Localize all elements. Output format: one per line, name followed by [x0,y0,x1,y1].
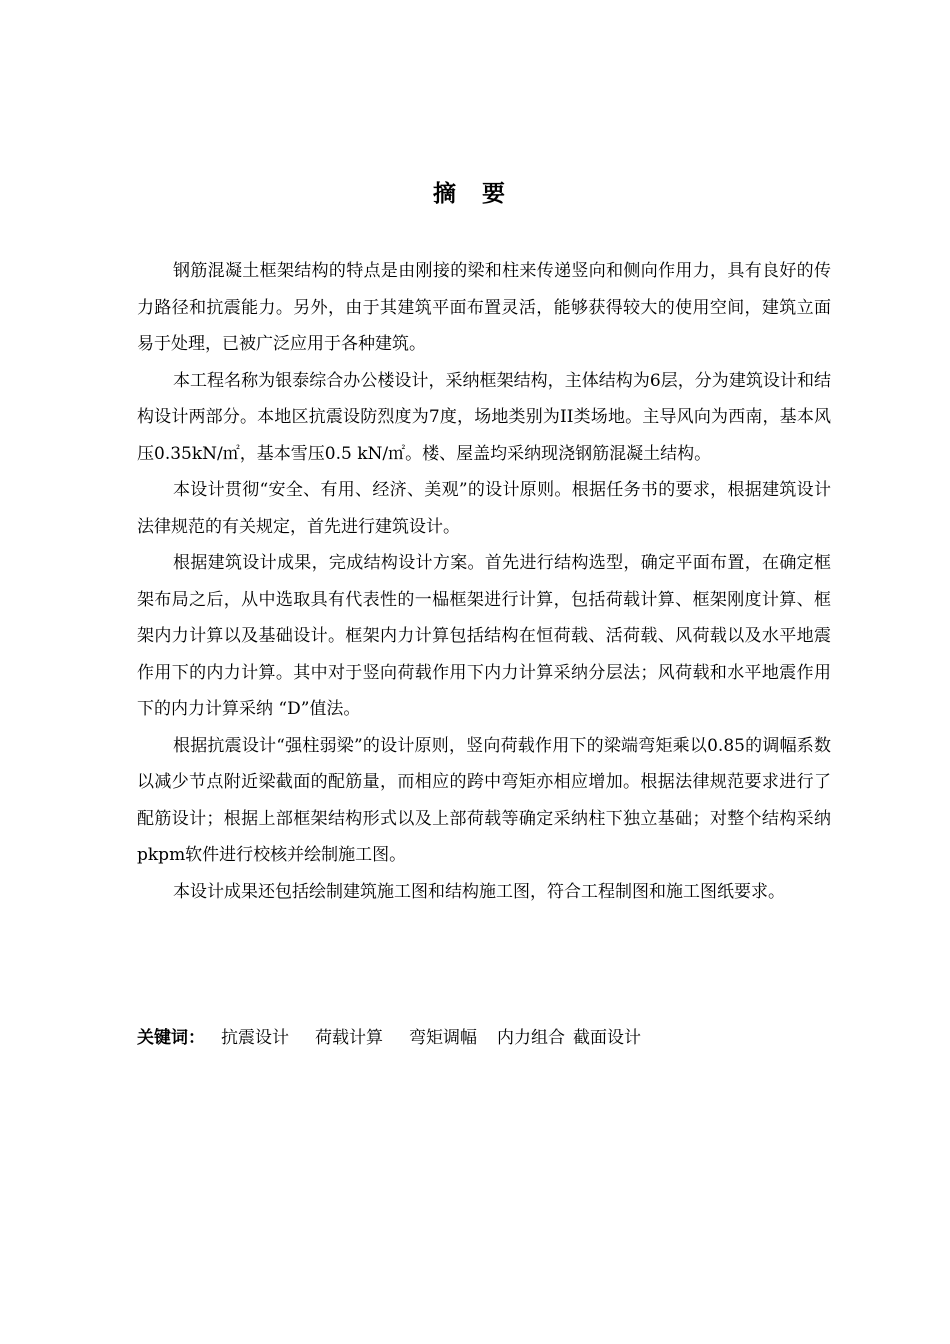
abstract-paragraph-6: 本设计成果还包括绘制建筑施工图和结构施工图，符合工程制图和施工图纸要求。 [173,881,785,902]
keyword-item: 截面设计 [573,1028,641,1048]
keyword-item: 抗震设计 [221,1028,289,1048]
keyword-item: 荷载计算 [315,1028,383,1048]
abstract-paragraph-1: 钢筋混凝土框架结构的特点是由刚接的梁和柱来传递竖向和侧向作用力，具有良好的传力路径和抗震能力。另外，由于其建筑平面布置灵活，能够获得较大的使用空间，建筑立面易于处理，已被广泛应用于各种建筑。 [137,261,831,354]
abstract-body [137,253,831,910]
abstract-paragraph-4: 根据建筑设计成果，完成结构设计方案。首先进行结构选型，确定平面布置，在确定框架布局之后，从中选取具有代表性的一榀框架进行计算，包括荷载计算、框架刚度计算、框架内力计算以及基础设计。框架内力计算包括结构在恒荷载、活荷载、风荷载以及水平地震作用下的内力计算。其中对于竖向荷载作用下内力计算采纳分层法；风荷载和水平地震作用下的内力计算采纳 “D”值法。 [137,553,831,719]
abstract-paragraph-3: 本设计贯彻“安全、有用、经济、美观”的设计原则。根据任务书的要求，根据建筑设计法律规范的有关规定，首先进行建筑设计。 [137,480,831,537]
page-title: 摘要 [433,181,531,207]
abstract-paragraph-2: 本工程名称为银泰综合办公楼设计，采纳框架结构，主体结构为6层，分为建筑设计和结构设计两部分。本地区抗震设防烈度为7度，场地类别为II类场地。主导风向为西南，基本风压0.35kN/㎡，基本雪压0.5 kN/㎡。楼、屋盖均采纳现浇钢筋混凝土结构。 [137,370,831,464]
abstract-paragraph-5: 根据抗震设计“强柱弱梁”的设计原则，竖向荷载作用下的梁端弯矩乘以0.85的调幅系数以减少节点附近梁截面的配筋量，而相应的跨中弯矩亦相应增加。根据法律规范要求进行了配筋设计；根据上部框架结构形式以及上部荷载等确定采纳柱下独立基础；对整个结构采纳pkpm软件进行校核并绘制施工图。 [137,735,831,865]
keyword-item: 弯矩调幅 [409,1028,477,1048]
keywords-label: 关键词： [137,1028,205,1048]
keywords-line [137,1023,831,1053]
keyword-item: 内力组合 [497,1028,565,1048]
